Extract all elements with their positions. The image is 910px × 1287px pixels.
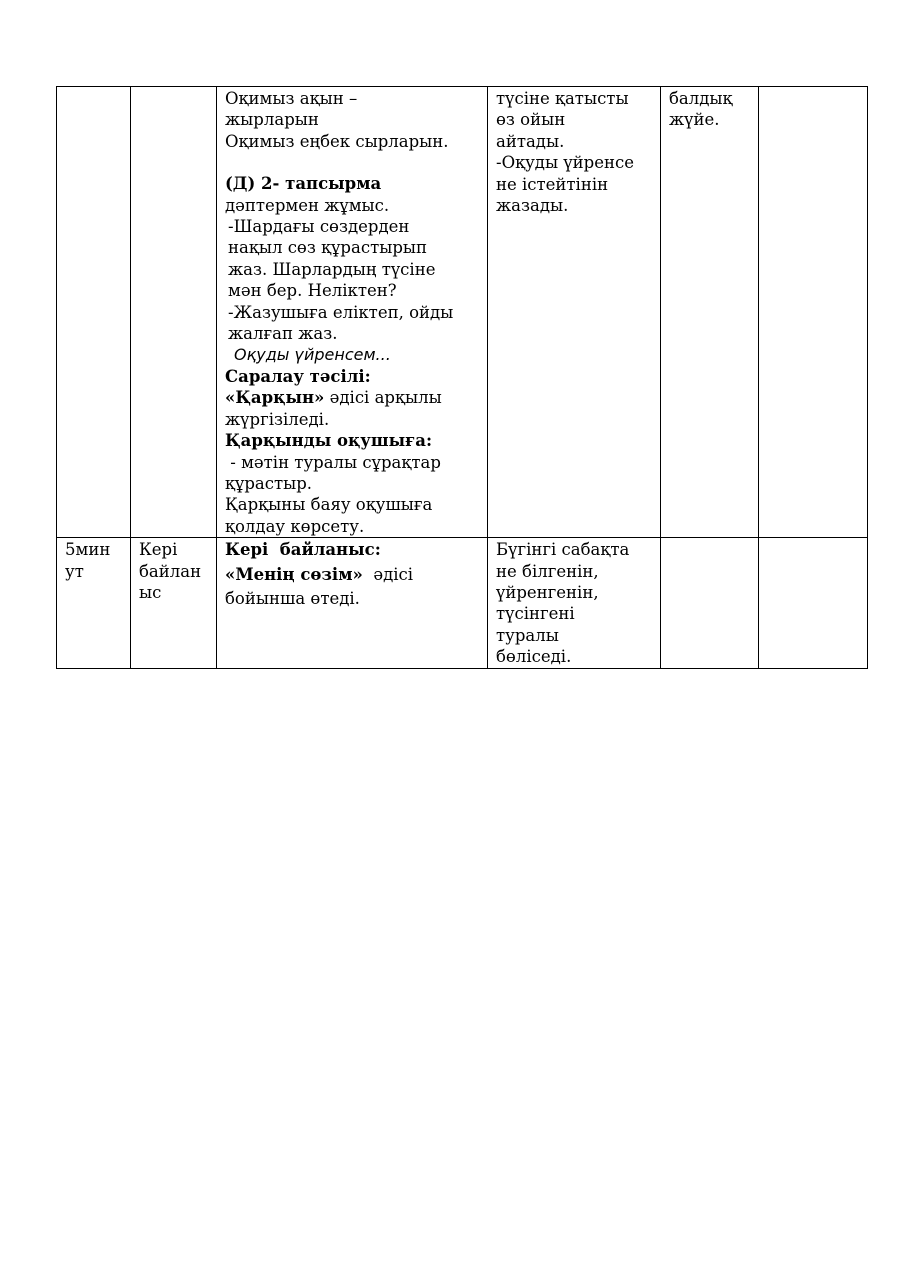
task-description: дәптермен жұмыс. — [225, 195, 390, 215]
activity-line: жырларын — [225, 110, 319, 130]
table-row — [57, 87, 868, 538]
task-line: жалғап жаз. — [228, 324, 338, 344]
feedback-title: Кері байланыс: — [225, 540, 381, 560]
assessment-line: жүйе. — [669, 110, 720, 130]
activity-line: Оқимыз еңбек сырларын. — [225, 131, 449, 151]
student-activity-cell — [488, 538, 661, 668]
student-line: Бүгінгі сабақта — [496, 540, 630, 560]
stage-cell — [131, 87, 217, 538]
activity-line: құрастыр. — [225, 473, 313, 493]
student-line: өз ойын — [496, 110, 566, 130]
student-line: туралы — [496, 625, 559, 645]
lesson-plan-table — [56, 86, 868, 669]
activity-line: бойынша өтеді. — [225, 588, 360, 608]
student-line: не білгенін, — [496, 561, 599, 581]
activity-line: қолдау көрсету. — [225, 516, 365, 536]
assessment-cell — [661, 538, 759, 668]
student-line: айтады. — [496, 131, 565, 151]
assessment-line: балдық — [669, 89, 733, 108]
teacher-activity-cell — [217, 87, 488, 538]
task-line: -Шардағы сөздерден — [228, 217, 410, 237]
stage-line: ыс — [139, 582, 162, 602]
feedback-method: «Менің сөзім» әдісі — [225, 564, 414, 584]
student-line: жазады. — [496, 196, 569, 216]
differentiation-method: «Қарқын» әдісі арқылы — [225, 388, 442, 408]
assessment-cell — [661, 87, 759, 538]
activity-line: - мәтін туралы сұрақтар — [225, 452, 441, 472]
stage-line: байлан — [139, 561, 202, 581]
activity-line: жүргізіледі. — [225, 409, 330, 429]
task-line: жаз. Шарлардың түсіне — [228, 259, 436, 279]
stage-line: Кері — [139, 540, 178, 560]
student-line: не істейтінін — [496, 174, 609, 194]
student-line: бөліседі. — [496, 647, 572, 667]
task-line: -Жазушыға еліктеп, ойды — [228, 302, 454, 322]
student-line: үйренгенін, — [496, 582, 599, 602]
task-line: нақыл сөз құрастырып — [228, 238, 428, 258]
time-line: 5мин — [65, 540, 111, 560]
resources-cell — [759, 538, 868, 668]
fast-student-title: Қарқынды оқушыға: — [225, 431, 433, 451]
task-title: (Д) 2- тапсырма — [225, 174, 382, 194]
student-activity-cell — [488, 87, 661, 538]
spacer — [225, 152, 480, 173]
table-row — [57, 538, 868, 668]
activity-line: Оқимыз ақын – — [225, 89, 358, 108]
task-line: мән бер. Неліктен? — [228, 281, 397, 301]
time-cell — [57, 538, 131, 668]
stage-cell — [131, 538, 217, 668]
activity-line: Қарқыны баяу оқушыға — [225, 495, 433, 515]
teacher-activity-cell — [217, 538, 488, 668]
student-line: -Оқуды үйренсе — [496, 153, 634, 173]
italic-prompt: Оқуды үйренсем... — [234, 345, 391, 365]
time-line: ут — [65, 561, 84, 581]
student-line: түсінгені — [496, 604, 575, 624]
differentiation-title: Саралау тәсілі: — [225, 366, 371, 386]
time-cell — [57, 87, 131, 538]
resources-cell — [759, 87, 868, 538]
student-line: түсіне қатысты — [496, 89, 629, 108]
